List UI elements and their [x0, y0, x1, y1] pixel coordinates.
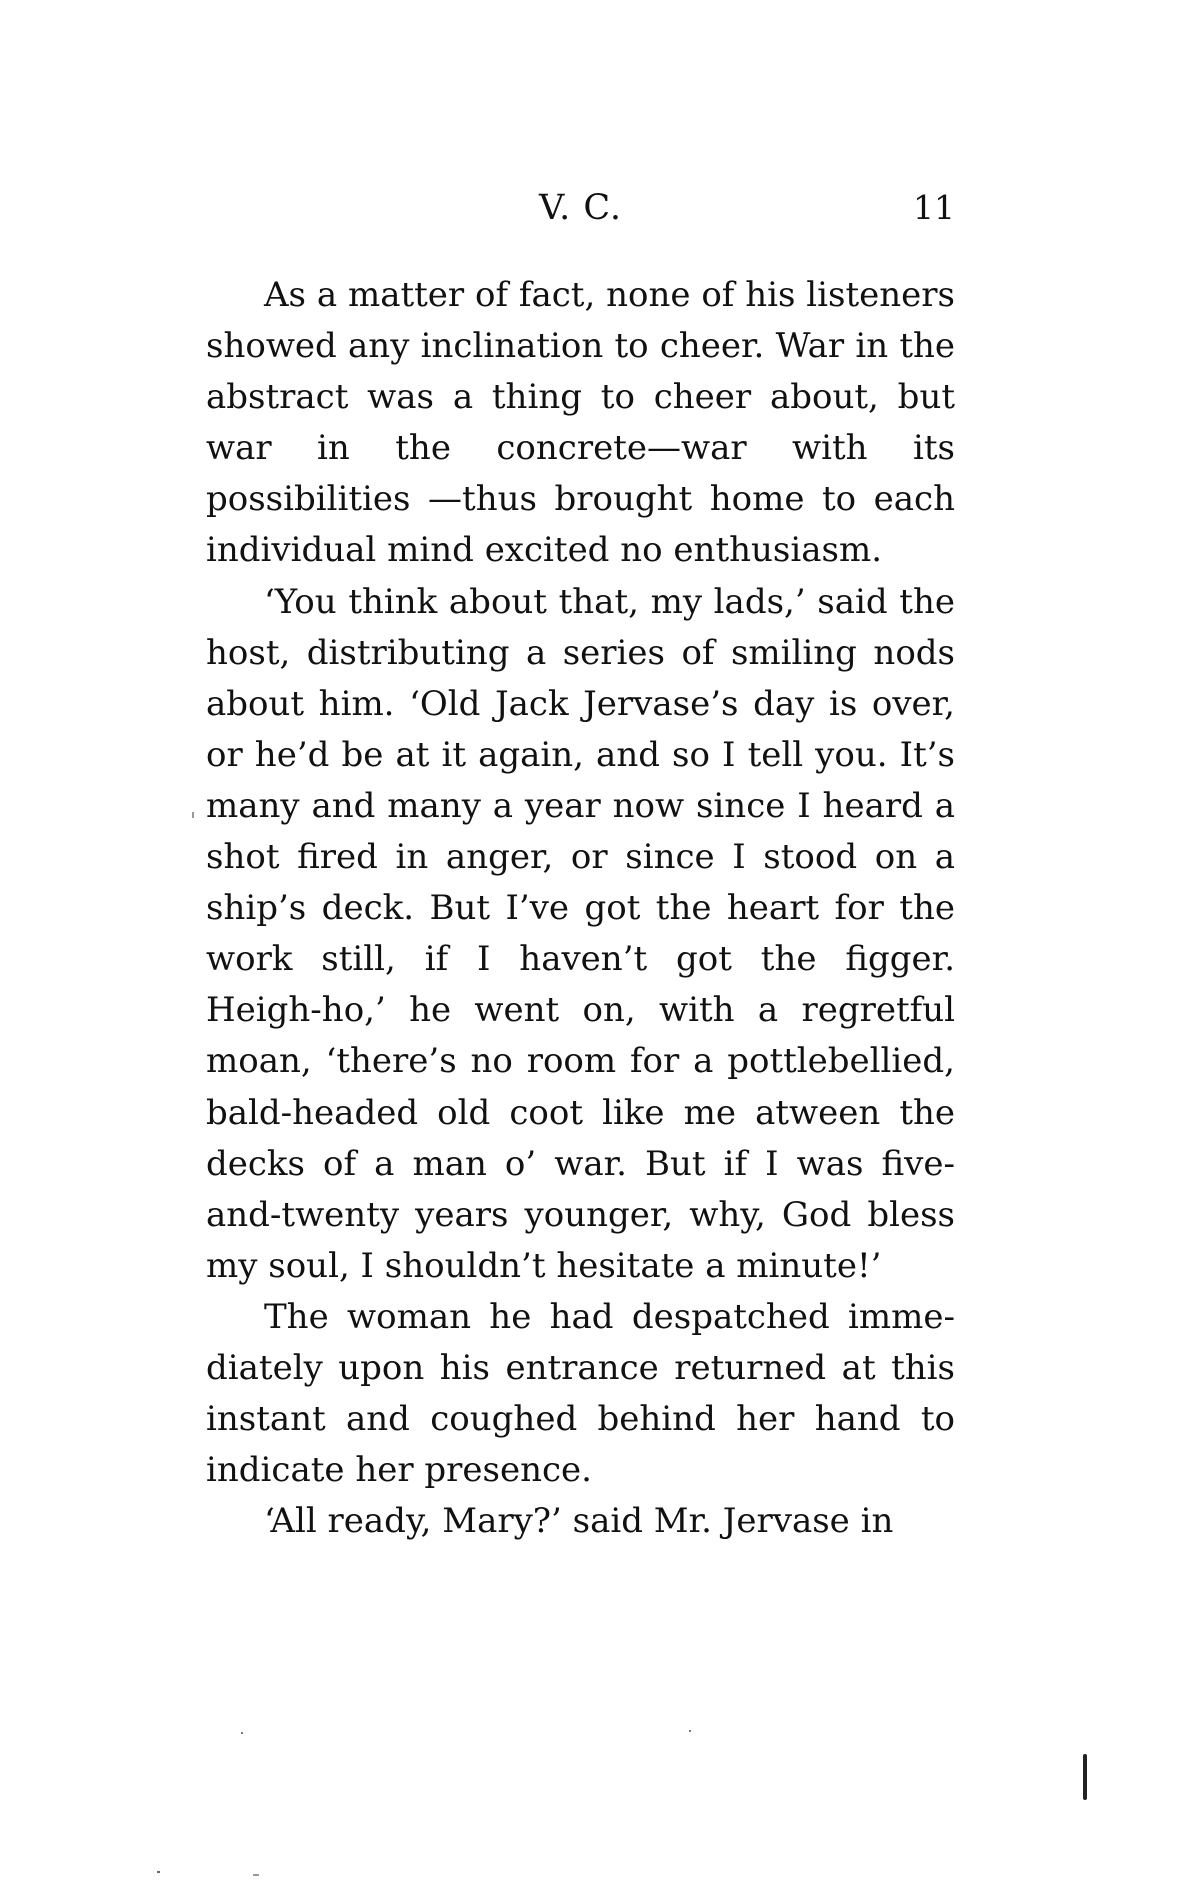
- running-head: [206, 188, 955, 238]
- paragraph: ‘All ready, Mary?’ said Mr. Jervase in: [264, 1501, 894, 1542]
- scan-speck: [241, 1732, 243, 1734]
- paragraph: The woman he had despatched immediately upon his entrance returned at this instant and coughed behind her hand to indicate her presence.: [206, 1296, 955, 1491]
- running-title: V. C.: [538, 188, 623, 228]
- scan-speck: [689, 1730, 691, 1732]
- scan-speck: [253, 1874, 259, 1876]
- scan-speck: [157, 1871, 160, 1873]
- paragraph: As a matter of fact, none of his listeners showed any inclination to cheer. War in the abstract was a thing to cheer about, but war in the concrete—war with its possibilities —thus brought home to each individual mind excited no enthusiasm.: [206, 275, 955, 571]
- scan-speck: [192, 812, 194, 818]
- scan-mark: [1083, 1754, 1087, 1800]
- paragraph: ‘You think about that, my lads,’ said the host, distributing a series of smiling nods about him. ‘Old Jack Jervase’s day is over, or he’d be at it again, and so I tell you. It’s many and many a year now since I heard a shot fired in anger, or since I stood on a ship’s deck. But I’ve got the heart for the work still, if I haven’t got the figger. Heigh-ho,’ he went on, with a regretful moan, ‘there’s no room for a pottlebellied, bald-headed old coot like me atween the decks of a man o’ war. But if I was five-and-twenty years younger, why, God bless my soul, I shouldn’t hesitate a minute!’: [206, 581, 955, 1286]
- body-text: [206, 270, 955, 1547]
- page-number: 11: [913, 188, 955, 227]
